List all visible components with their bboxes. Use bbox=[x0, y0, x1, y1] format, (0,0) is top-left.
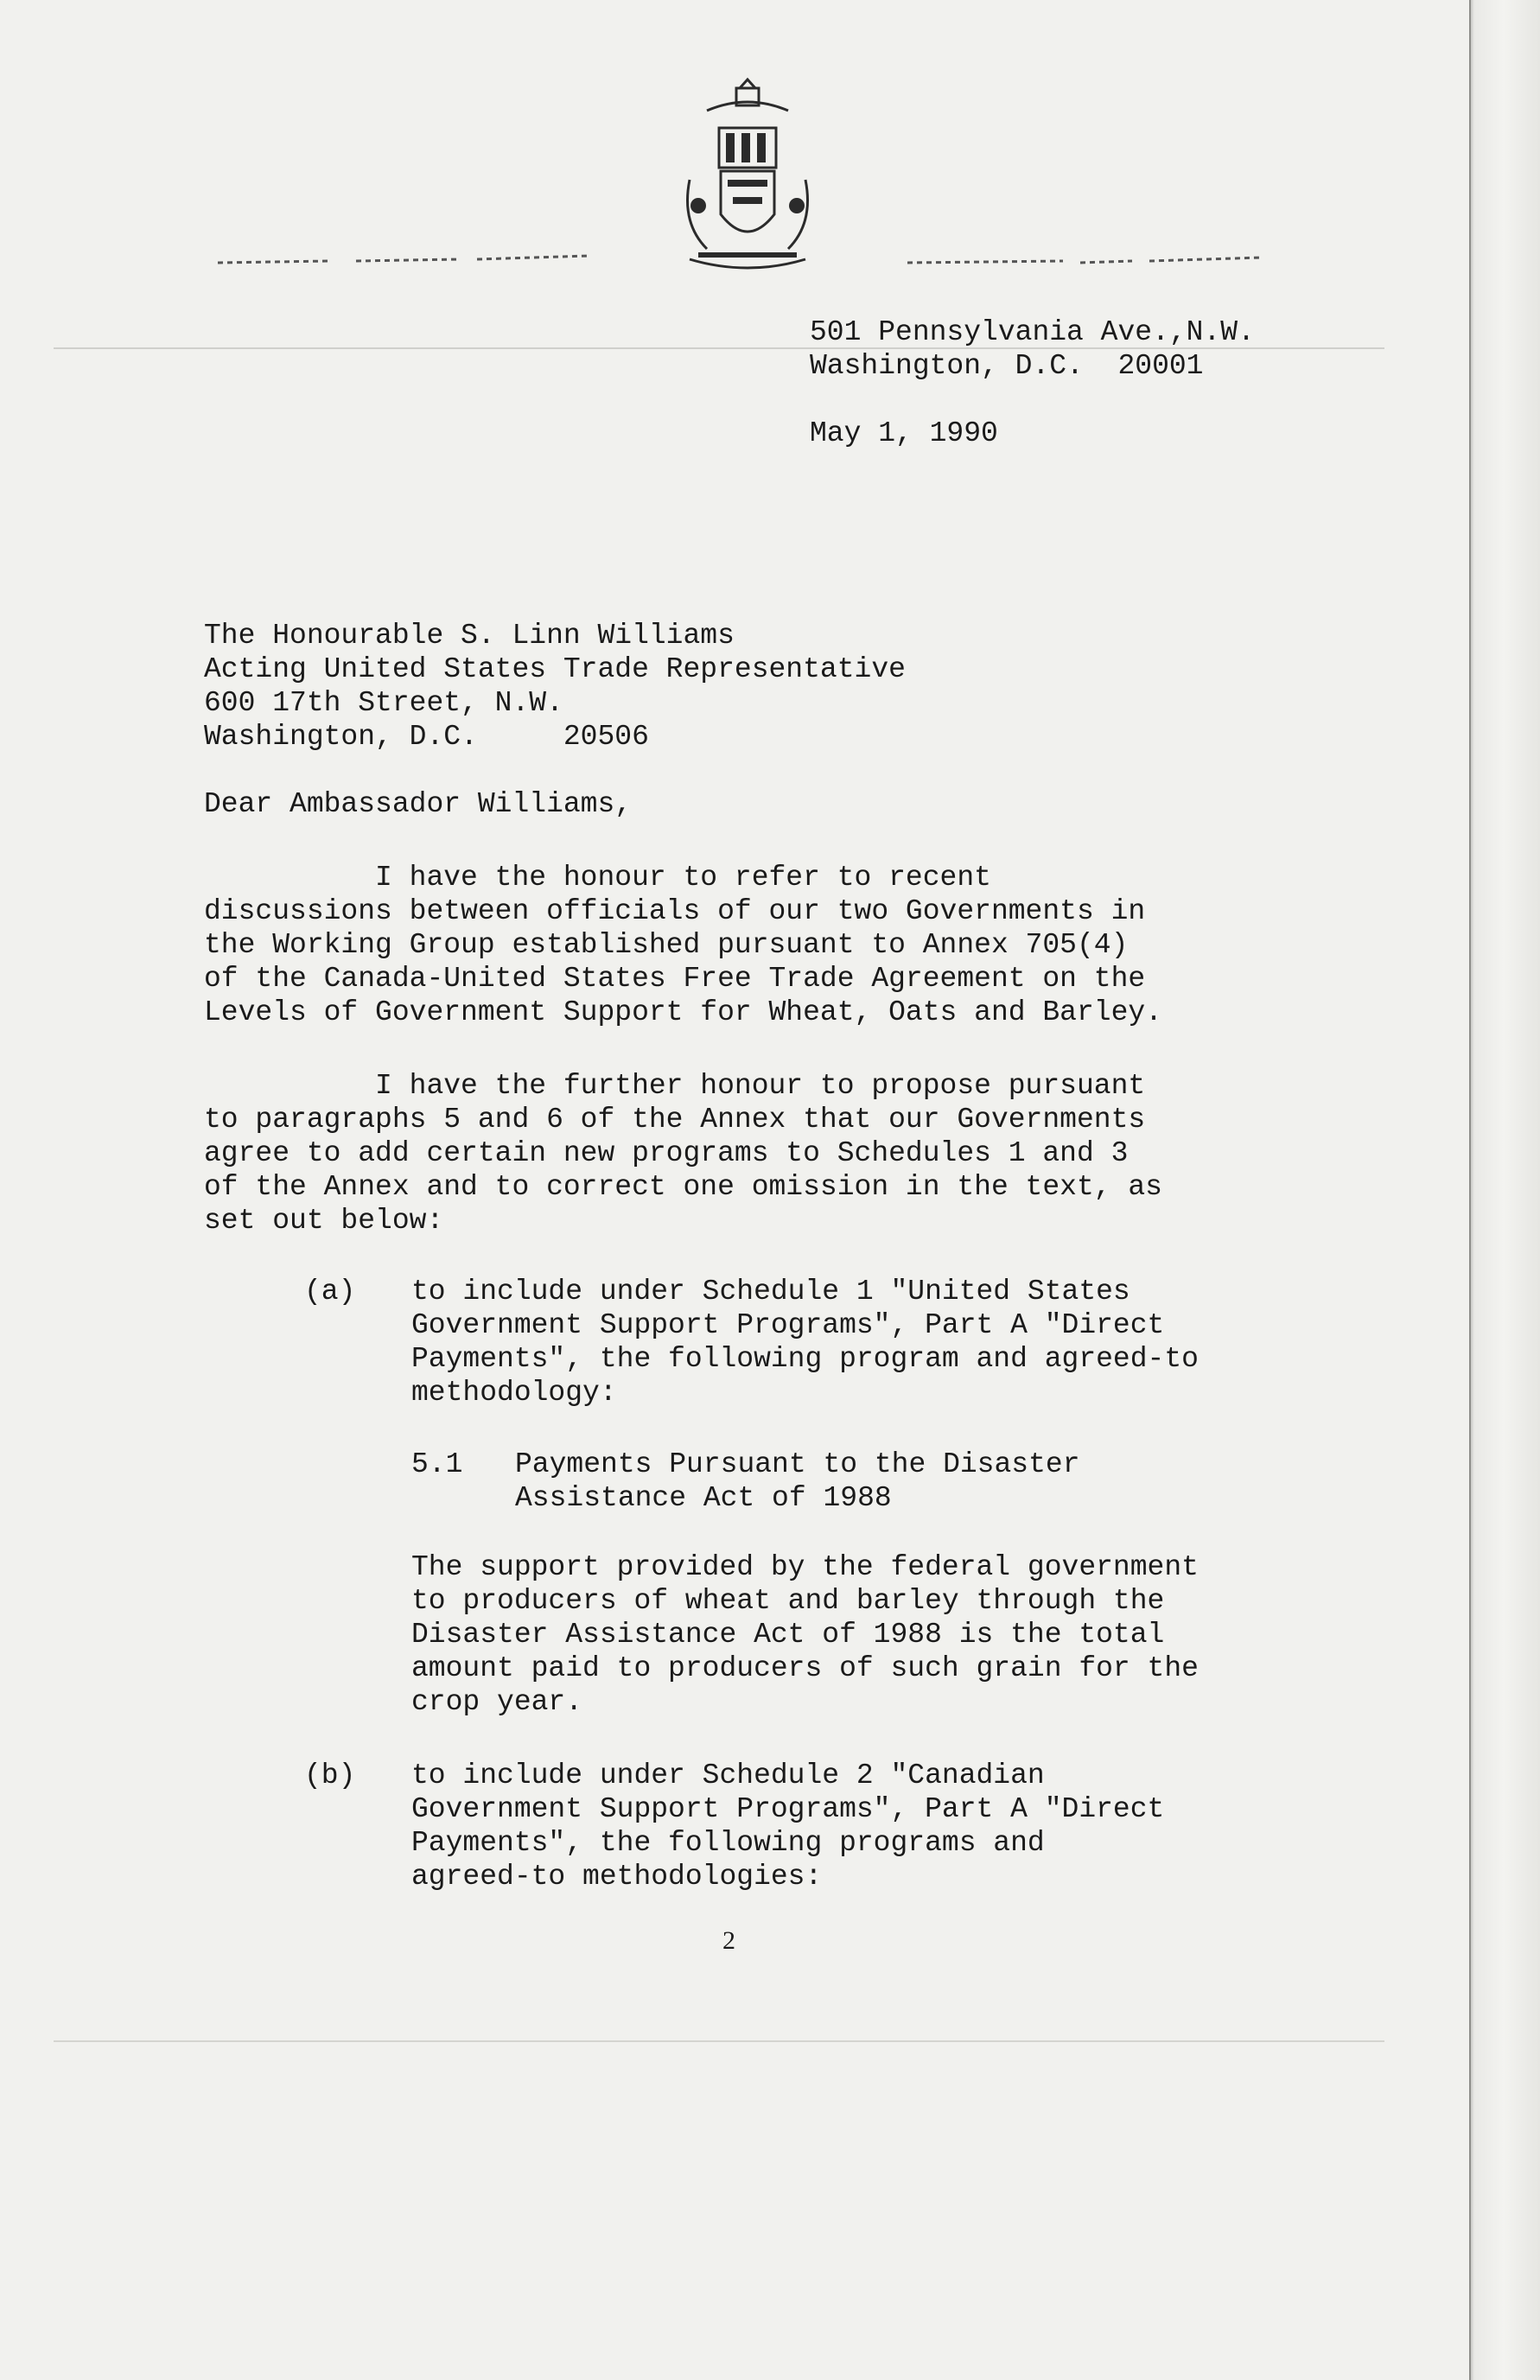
item-a-line: Government Support Programs", Part A "Direct bbox=[411, 1309, 1165, 1341]
paragraph-2-line: I have the further honour to propose pursuant bbox=[204, 1070, 1146, 1102]
paragraph-1-line: I have the honour to refer to recent bbox=[204, 862, 991, 894]
paragraph-2-line: set out below: bbox=[204, 1205, 444, 1237]
letter-date: May 1, 1990 bbox=[810, 417, 998, 449]
paragraph-1-line: the Working Group established pursuant to Annex 705(4) bbox=[204, 929, 1129, 961]
letterhead-left-smudge bbox=[218, 249, 589, 271]
sender-address-line-1: 501 Pennsylvania Ave.,N.W. bbox=[810, 316, 1255, 348]
subitem-5-1-title-line: Assistance Act of 1988 bbox=[515, 1482, 892, 1514]
item-b-line: Government Support Programs", Part A "Direct bbox=[411, 1793, 1165, 1825]
page-edge-shadow bbox=[1469, 0, 1540, 2380]
subitem-5-1-text-line: The support provided by the federal government bbox=[411, 1551, 1199, 1583]
subitem-5-1-text-line: Disaster Assistance Act of 1988 is the total bbox=[411, 1619, 1165, 1651]
item-a-line: Payments", the following program and agreed-to bbox=[411, 1343, 1199, 1375]
item-a-line: to include under Schedule 1 "United States bbox=[411, 1276, 1130, 1308]
subitem-5-1-text-line: to producers of wheat and barley through the bbox=[411, 1585, 1165, 1617]
recipient-name: The Honourable S. Linn Williams bbox=[204, 620, 735, 652]
coat-of-arms-crest bbox=[672, 76, 823, 283]
page-number: 2 bbox=[722, 1926, 735, 1955]
bleed-through-rule-bottom bbox=[54, 2040, 1384, 2042]
item-a-line: methodology: bbox=[411, 1377, 617, 1409]
subitem-5-1-title-line: Payments Pursuant to the Disaster bbox=[515, 1448, 1080, 1480]
paragraph-1-line: discussions between officials of our two Governments in bbox=[204, 895, 1146, 927]
recipient-city: Washington, D.C. 20506 bbox=[204, 721, 649, 753]
page-fold-line bbox=[1469, 0, 1471, 2380]
recipient-street: 600 17th Street, N.W. bbox=[204, 687, 563, 719]
paragraph-2-line: of the Annex and to correct one omission in the text, as bbox=[204, 1171, 1162, 1203]
salutation: Dear Ambassador Williams, bbox=[204, 788, 633, 820]
paragraph-1-line: Levels of Government Support for Wheat, Oats and Barley. bbox=[204, 996, 1162, 1028]
subitem-5-1-text-line: amount paid to producers of such grain for the bbox=[411, 1652, 1199, 1684]
recipient-title: Acting United States Trade Representative bbox=[204, 653, 906, 685]
item-b-line: Payments", the following programs and bbox=[411, 1827, 1045, 1859]
item-b-line: agreed-to methodologies: bbox=[411, 1861, 823, 1893]
sender-address-line-2: Washington, D.C. 20001 bbox=[810, 350, 1204, 382]
subitem-5-1-text-line: crop year. bbox=[411, 1686, 583, 1718]
paragraph-1-line: of the Canada-United States Free Trade Agreement on the bbox=[204, 963, 1146, 995]
item-b-line: to include under Schedule 2 "Canadian bbox=[411, 1760, 1045, 1791]
subitem-5-1-number: 5.1 bbox=[411, 1448, 463, 1480]
item-b-marker: (b) bbox=[304, 1760, 356, 1791]
paragraph-2-line: agree to add certain new programs to Schedules 1 and 3 bbox=[204, 1137, 1129, 1169]
item-a-marker: (a) bbox=[304, 1276, 356, 1308]
paragraph-2-line: to paragraphs 5 and 6 of the Annex that our Governments bbox=[204, 1104, 1146, 1136]
letterhead-right-smudge bbox=[907, 249, 1262, 271]
